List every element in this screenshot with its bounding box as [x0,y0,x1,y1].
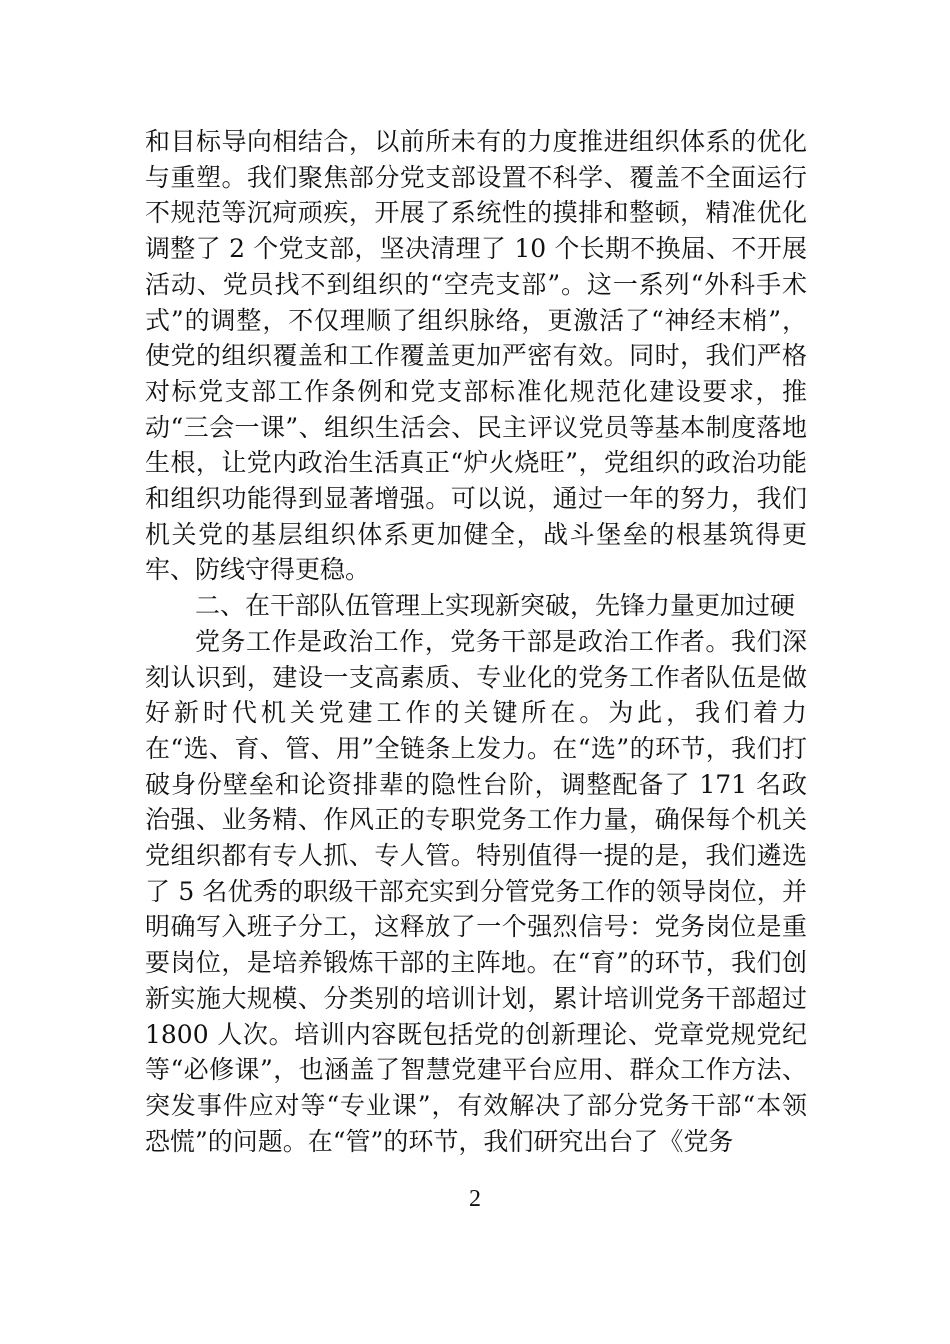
document-body [145,124,807,1159]
page-number: 2 [469,1186,481,1212]
section-heading: 二、在干部队伍管理上实现新突破，先锋力量更加过硬 [195,591,796,621]
paragraph-body: 党务工作是政治工作，党务干部是政治工作者。我们深刻认识到，建设一支高素质、专业化的党务工作者队伍是做好新时代机关党建工作的关键所在。为此，我们着力在“选、育、管、用”全链条上发力。在“选”的环节，我们打破身份壁垒和论资排辈的隐性台阶，调整配备了 171 名政治强、业务精、作风正的专职党务工作力量，确保每个机关党组织都有专人抓、专人管。特别值得一提的是，我们遴选了 5 名优秀的职级干部充实到分管党务工作的领导岗位，并明确写入班子分工，这释放了一个强烈信号：党务岗位是重要岗位，是培养锻炼干部的主阵地。在“育”的环节，我们创新实施大规模、分类别的培训计划，累计培训党务干部超过 1800 人次。培训内容既包括党的创新理论、党章党规党纪等“必修课”，也涵盖了智慧党建平台应用、群众工作方法、突发事件应对等“专业课”，有效解决了部分党务干部“本领恐慌”的问题。在“管”的环节，我们研究出台了《党务 [145,626,807,1156]
paragraph-continuation: 和目标导向相结合，以前所未有的力度推进组织体系的优化与重塑。我们聚焦部分党支部设置不科学、覆盖不全面运行不规范等沉疴顽疾，开展了系统性的摸排和整顿，精准优化调整了 2 个党支部，坚决清理了 10 个长期不换届、不开展活动、党员找不到组织的“空壳支部”。这一系列“外科手术式”的调整，不仅理顺了组织脉络，更激活了“神经末梢”，使党的组织覆盖和工作覆盖更加严密有效。同时，我们严格对标党支部工作条例和党支部标准化规范化建设要求，推动“三会一课”、组织生活会、民主评议党员等基本制度落地生根，让党内政治生活真正“炉火烧旺”，党组织的政治功能和组织功能得到显著增强。可以说，通过一年的努力，我们机关党的基层组织体系更加健全，战斗堡垒的根基筑得更牢、防线守得更稳。 [145,127,807,585]
